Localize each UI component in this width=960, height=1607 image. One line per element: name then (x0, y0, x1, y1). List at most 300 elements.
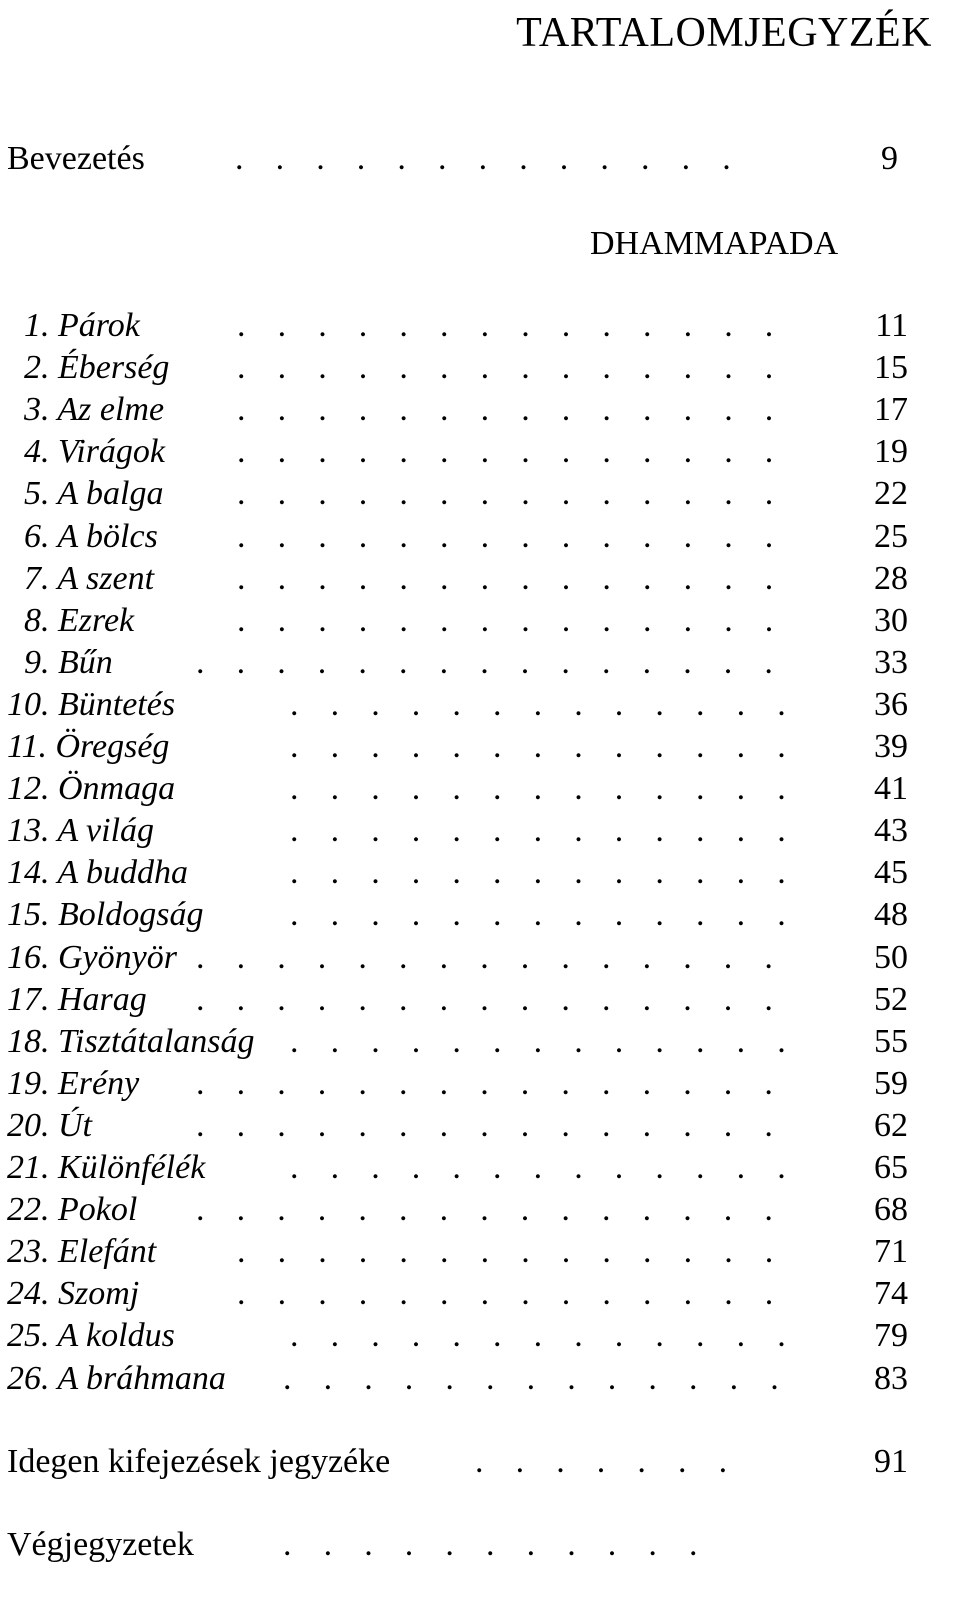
leader-dot: . (655, 1149, 664, 1186)
leader-dot: . (724, 1275, 733, 1313)
leader-dot: . (277, 643, 286, 681)
leader-dot: . (683, 1233, 693, 1271)
leader-dot: . (399, 559, 408, 597)
leader-dot: . (736, 728, 746, 765)
leader-dot: . (235, 140, 244, 177)
leader-dot: . (683, 1064, 692, 1102)
leader-dot: . (521, 1233, 530, 1271)
toc-row-page: 83 (874, 1359, 908, 1397)
leader-dot: . (602, 1064, 611, 1102)
leader-dot: . (723, 643, 733, 681)
toc-row-page: 25 (874, 517, 908, 555)
toc-row-glossary[interactable] (0, 1441, 960, 1483)
leader-dot: . (574, 896, 583, 934)
leader-dot: . (318, 601, 327, 639)
leader-dot: . (358, 391, 368, 429)
leader-dot: . (277, 1233, 287, 1271)
leader-dot: . (480, 433, 490, 471)
toc-row-page: 91 (874, 1443, 908, 1480)
leader-dot: . (655, 896, 664, 934)
leader-dot: . (567, 1359, 576, 1397)
leader-dot: . (404, 1526, 414, 1563)
leader-dot: . (399, 1064, 408, 1102)
toc-row-chapter[interactable] (0, 1147, 960, 1189)
toc-row-label: 21. Különfélék (7, 1149, 206, 1186)
leader-dot: . (371, 854, 380, 892)
leader-dot: . (533, 728, 543, 765)
leader-dot: . (277, 307, 287, 344)
leader-dot: . (358, 643, 367, 681)
leader-dot: . (521, 307, 530, 344)
leader-dot: . (440, 601, 449, 639)
toc-row-chapter[interactable] (0, 894, 960, 936)
leader-dot: . (411, 1149, 421, 1186)
leader-dot: . (411, 896, 421, 934)
toc-row-page: 19 (874, 433, 908, 471)
leader-dot: . (440, 349, 449, 387)
toc-row-page: 39 (874, 728, 908, 765)
toc-row-label: 24. Szomj (7, 1275, 140, 1313)
leader-dot: . (317, 1064, 327, 1102)
leader-dot: . (683, 601, 693, 639)
leader-dot: . (643, 601, 652, 639)
toc-row-label: 9. Bűn (24, 643, 113, 681)
toc-row-chapter[interactable] (0, 473, 960, 515)
toc-row-chapter[interactable] (0, 642, 960, 684)
toc-row-chapter[interactable] (0, 937, 960, 979)
leader-dot: . (452, 1149, 461, 1186)
leader-dot: . (533, 685, 543, 723)
leader-dot: . (600, 140, 609, 177)
leader-dot: . (439, 1191, 449, 1229)
leader-dot: . (480, 980, 489, 1018)
leader-dot: . (683, 1191, 692, 1229)
toc-row-page: 71 (874, 1233, 908, 1271)
leader-dot: . (574, 770, 583, 808)
leader-dot: . (283, 1526, 292, 1563)
leader-dot: . (358, 1233, 368, 1271)
toc-row-chapter[interactable] (0, 1021, 960, 1063)
leader-dot: . (559, 140, 569, 177)
toc-row-endnotes[interactable] (0, 1524, 960, 1566)
leader-dot: . (480, 1191, 489, 1229)
leader-dot: . (520, 643, 530, 681)
leader-dot: . (318, 475, 327, 513)
leader-dot: . (724, 391, 733, 429)
leader-dot: . (371, 896, 380, 934)
toc-row-page: 17 (874, 391, 908, 429)
leader-dot: . (452, 1317, 461, 1355)
leader-dot: . (520, 980, 530, 1018)
leader-dot: . (602, 433, 611, 471)
toc-row-label: Bevezetés (7, 140, 145, 177)
leader-dot: . (567, 1526, 576, 1563)
leader-dot: . (614, 685, 624, 723)
leader-dot: . (493, 1317, 502, 1355)
leader-dot: . (764, 1191, 773, 1229)
leader-dot: . (439, 938, 449, 976)
leader-dot: . (683, 1106, 692, 1144)
leader-dot: . (696, 728, 705, 765)
toc-row-label: 12. Önmaga (7, 770, 176, 808)
leader-dot: . (561, 643, 570, 681)
leader-dot: . (683, 391, 693, 429)
toc-row-label: 16. Gyönyör (7, 938, 177, 976)
leader-dot: . (777, 854, 786, 892)
leader-dot: . (614, 1149, 624, 1186)
leader-dot: . (399, 980, 408, 1018)
leader-dot: . (330, 896, 340, 934)
toc-row-label: 25. A koldus (7, 1317, 175, 1355)
leader-dot: . (411, 1317, 421, 1355)
leader-dot: . (521, 475, 530, 513)
leader-dot: . (277, 391, 287, 429)
toc-row-label: 18. Tisztátalanság (7, 1022, 255, 1060)
toc-row-chapter[interactable] (0, 852, 960, 894)
leader-dot: . (596, 1443, 606, 1480)
leader-dot: . (655, 1022, 664, 1060)
leader-dot: . (556, 1443, 565, 1480)
toc-title: TARTALOMJEGYZÉK (516, 10, 932, 56)
leader-dot: . (696, 1022, 705, 1060)
toc-row-label: Végjegyzetek (7, 1526, 194, 1563)
leader-dot: . (602, 517, 611, 555)
leader-dot: . (602, 938, 611, 976)
toc-row-label: 4. Virágok (24, 433, 166, 471)
toc-row-intro[interactable] (0, 138, 960, 180)
leader-dot: . (475, 1443, 484, 1480)
leader-dot: . (452, 770, 461, 808)
leader-dot: . (318, 391, 327, 429)
leader-dot: . (330, 854, 340, 892)
leader-dot: . (574, 685, 583, 723)
toc-row-label: 7. A szent (24, 559, 155, 597)
leader-dot: . (681, 140, 691, 177)
leader-dot: . (602, 307, 611, 344)
leader-dot: . (399, 643, 408, 681)
leader-dot: . (330, 770, 340, 808)
toc-row-chapter[interactable] (0, 684, 960, 726)
toc-row-chapter[interactable] (0, 1358, 960, 1400)
leader-dot: . (574, 728, 583, 765)
leader-dot: . (440, 433, 449, 471)
leader-dot: . (724, 517, 733, 555)
leader-dot: . (440, 559, 449, 597)
leader-dot: . (689, 1359, 698, 1397)
leader-dot: . (655, 728, 664, 765)
leader-dot: . (480, 938, 489, 976)
toc-row-chapter[interactable] (0, 1189, 960, 1231)
toc-row-page: 45 (874, 854, 908, 892)
leader-dot: . (277, 559, 287, 597)
leader-dot: . (399, 349, 408, 387)
leader-dot: . (399, 433, 408, 471)
leader-dot: . (642, 643, 652, 681)
leader-dot: . (452, 728, 461, 765)
leader-dot: . (602, 349, 611, 387)
leader-dot: . (521, 517, 530, 555)
leader-dot: . (683, 349, 693, 387)
leader-dot: . (724, 307, 733, 344)
leader-dot: . (358, 1275, 368, 1313)
leader-dot: . (237, 391, 246, 429)
leader-dot: . (358, 1106, 367, 1144)
toc-row-label: 23. Elefánt (7, 1233, 157, 1271)
section-heading: DHAMMAPADA (590, 225, 839, 262)
leader-dot: . (533, 896, 543, 934)
leader-dot: . (602, 391, 611, 429)
leader-dot: . (493, 896, 502, 934)
leader-dot: . (411, 854, 421, 892)
leader-dot: . (478, 140, 488, 177)
leader-dot: . (277, 475, 287, 513)
toc-row-page: 50 (874, 938, 908, 976)
leader-dot: . (439, 643, 449, 681)
toc-row-label: 26. A bráhmana (7, 1359, 226, 1397)
leader-dot: . (358, 1064, 367, 1102)
leader-dot: . (561, 475, 571, 513)
leader-dot: . (602, 1275, 611, 1313)
toc-row-chapter[interactable] (0, 389, 960, 431)
leader-dot: . (330, 728, 340, 765)
toc-row-chapter[interactable] (0, 810, 960, 852)
leader-dot: . (493, 1149, 502, 1186)
leader-dot: . (642, 938, 652, 976)
leader-dot: . (683, 1275, 693, 1313)
leader-dot: . (655, 812, 664, 850)
leader-dot: . (561, 1064, 570, 1102)
leader-dot: . (440, 517, 449, 555)
leader-dot: . (723, 1191, 733, 1229)
leader-dot: . (452, 812, 461, 850)
leader-dot: . (196, 980, 205, 1018)
leader-dot: . (602, 475, 611, 513)
leader-dot: . (196, 938, 205, 976)
leader-dot: . (364, 1526, 373, 1563)
leader-dot: . (764, 1233, 774, 1271)
leader-dot: . (480, 307, 490, 344)
leader-dot: . (440, 475, 449, 513)
leader-dot: . (724, 559, 733, 597)
leader-dot: . (411, 1022, 421, 1060)
leader-dot: . (561, 1191, 570, 1229)
leader-dot: . (358, 938, 367, 976)
leader-dot: . (452, 854, 461, 892)
leader-dot: . (399, 1275, 408, 1313)
leader-dot: . (480, 643, 489, 681)
toc-row-label: 10. Büntetés (7, 685, 176, 723)
leader-dot: . (317, 1106, 327, 1144)
toc-row-chapter[interactable] (0, 431, 960, 473)
leader-dot: . (655, 854, 664, 892)
toc-row-chapter[interactable] (0, 516, 960, 558)
leader-dot: . (764, 433, 774, 471)
leader-dot: . (643, 391, 652, 429)
toc-row-chapter[interactable] (0, 1063, 960, 1105)
leader-dot: . (736, 896, 746, 934)
leader-dot: . (643, 349, 652, 387)
leader-dot: . (520, 1106, 530, 1144)
leader-dot: . (655, 685, 664, 723)
leader-dot: . (764, 517, 774, 555)
leader-dot: . (723, 1064, 733, 1102)
leader-dot: . (277, 601, 287, 639)
leader-dot: . (330, 812, 340, 850)
leader-dot: . (480, 517, 490, 555)
leader-dot: . (777, 896, 786, 934)
leader-dot: . (602, 1233, 611, 1271)
leader-dot: . (440, 391, 449, 429)
leader-dot: . (290, 685, 299, 723)
leader-dot: . (718, 1443, 728, 1480)
toc-row-chapter[interactable] (0, 600, 960, 642)
leader-dot: . (358, 433, 368, 471)
toc-row-page: 36 (874, 685, 908, 723)
leader-dot: . (533, 812, 543, 850)
leader-dot: . (683, 433, 693, 471)
leader-dot: . (561, 349, 571, 387)
toc-row-page: 79 (874, 1317, 908, 1355)
leader-dot: . (764, 349, 774, 387)
leader-dot: . (318, 1233, 327, 1271)
leader-dot: . (445, 1359, 454, 1397)
leader-dot: . (655, 1317, 664, 1355)
leader-dot: . (371, 685, 380, 723)
leader-dot: . (277, 349, 287, 387)
leader-dot: . (722, 140, 731, 177)
leader-dot: . (371, 1149, 380, 1186)
leader-dot: . (683, 643, 692, 681)
leader-dot: . (736, 1317, 746, 1355)
leader-dot: . (237, 349, 246, 387)
leader-dot: . (777, 1317, 786, 1355)
leader-dot: . (648, 1359, 657, 1397)
leader-dot: . (277, 980, 286, 1018)
leader-dot: . (439, 1106, 449, 1144)
toc-row-label: 13. A világ (7, 812, 155, 850)
leader-dot: . (356, 140, 366, 177)
toc-row-chapter[interactable] (0, 1273, 960, 1315)
leader-dot: . (493, 728, 502, 765)
leader-dot: . (643, 307, 652, 344)
toc-row-page: 74 (874, 1275, 908, 1313)
leader-dot: . (777, 728, 786, 765)
leader-dot: . (290, 812, 299, 850)
leader-dot: . (764, 1064, 773, 1102)
leader-dot: . (764, 938, 773, 976)
leader-dot: . (318, 433, 327, 471)
toc-row-chapter[interactable] (0, 305, 960, 347)
leader-dot: . (330, 1149, 340, 1186)
leader-dot: . (317, 980, 327, 1018)
leader-dot: . (493, 1022, 502, 1060)
leader-dot: . (696, 854, 705, 892)
leader-dot: . (371, 1022, 380, 1060)
leader-dot: . (237, 601, 246, 639)
leader-dot: . (452, 896, 461, 934)
leader-dot: . (561, 938, 570, 976)
leader-dot: . (724, 349, 733, 387)
leader-dot: . (683, 559, 693, 597)
leader-dot: . (371, 728, 380, 765)
toc-row-label: 3. Az elme (24, 391, 165, 429)
toc-row-chapter[interactable] (0, 1231, 960, 1273)
leader-dot: . (371, 812, 380, 850)
toc-row-chapter[interactable] (0, 558, 960, 600)
leader-dot: . (696, 896, 705, 934)
leader-dot: . (561, 601, 571, 639)
leader-dot: . (643, 517, 652, 555)
toc-row-page: 9 (881, 140, 898, 177)
leader-dot: . (533, 1317, 543, 1355)
leader-dot: . (411, 770, 421, 808)
leader-dot: . (777, 1149, 786, 1186)
leader-dot: . (696, 685, 705, 723)
leader-dot: . (683, 938, 692, 976)
toc-row-chapter[interactable] (0, 979, 960, 1021)
leader-dot: . (196, 1064, 205, 1102)
toc-row-chapter[interactable] (0, 768, 960, 810)
leader-dot: . (520, 1064, 530, 1102)
leader-dot: . (521, 433, 530, 471)
leader-dot: . (236, 643, 246, 681)
leader-dot: . (323, 1359, 333, 1397)
leader-dot: . (521, 391, 530, 429)
leader-dot: . (236, 1064, 246, 1102)
leader-dot: . (438, 140, 447, 177)
toc-row-label: 5. A balga (24, 475, 164, 513)
leader-dot: . (364, 1359, 373, 1397)
leader-dot: . (521, 349, 530, 387)
leader-dot: . (480, 1233, 490, 1271)
toc-row-chapter[interactable] (0, 726, 960, 768)
leader-dot: . (648, 1526, 657, 1563)
leader-dot: . (480, 349, 490, 387)
leader-dot: . (764, 307, 774, 344)
leader-dot: . (236, 980, 246, 1018)
leader-dot: . (561, 391, 571, 429)
leader-dot: . (641, 140, 650, 177)
leader-dot: . (290, 1317, 299, 1355)
leader-dot: . (602, 601, 611, 639)
leader-dot: . (764, 391, 774, 429)
leader-dot: . (439, 980, 449, 1018)
leader-dot: . (452, 1022, 461, 1060)
leader-dot: . (318, 349, 327, 387)
leader-dot: . (764, 559, 774, 597)
toc-row-chapter[interactable] (0, 1105, 960, 1147)
leader-dot: . (277, 938, 286, 976)
leader-dot: . (770, 1359, 779, 1397)
leader-dot: . (358, 349, 368, 387)
leader-dot: . (614, 1317, 624, 1355)
toc-row-page: 22 (874, 475, 908, 513)
leader-dot: . (330, 1022, 340, 1060)
leader-dot: . (493, 812, 502, 850)
leader-dot: . (480, 559, 490, 597)
leader-dot: . (574, 812, 583, 850)
leader-dot: . (237, 559, 246, 597)
leader-dot: . (480, 391, 490, 429)
leader-dot: . (519, 140, 528, 177)
toc-row-chapter[interactable] (0, 347, 960, 389)
leader-dot: . (323, 1526, 333, 1563)
leader-dot: . (736, 685, 746, 723)
leader-dot: . (764, 475, 774, 513)
toc-row-label: 15. Boldogság (7, 896, 204, 934)
toc-row-chapter[interactable] (0, 1315, 960, 1357)
leader-dot: . (561, 980, 570, 1018)
